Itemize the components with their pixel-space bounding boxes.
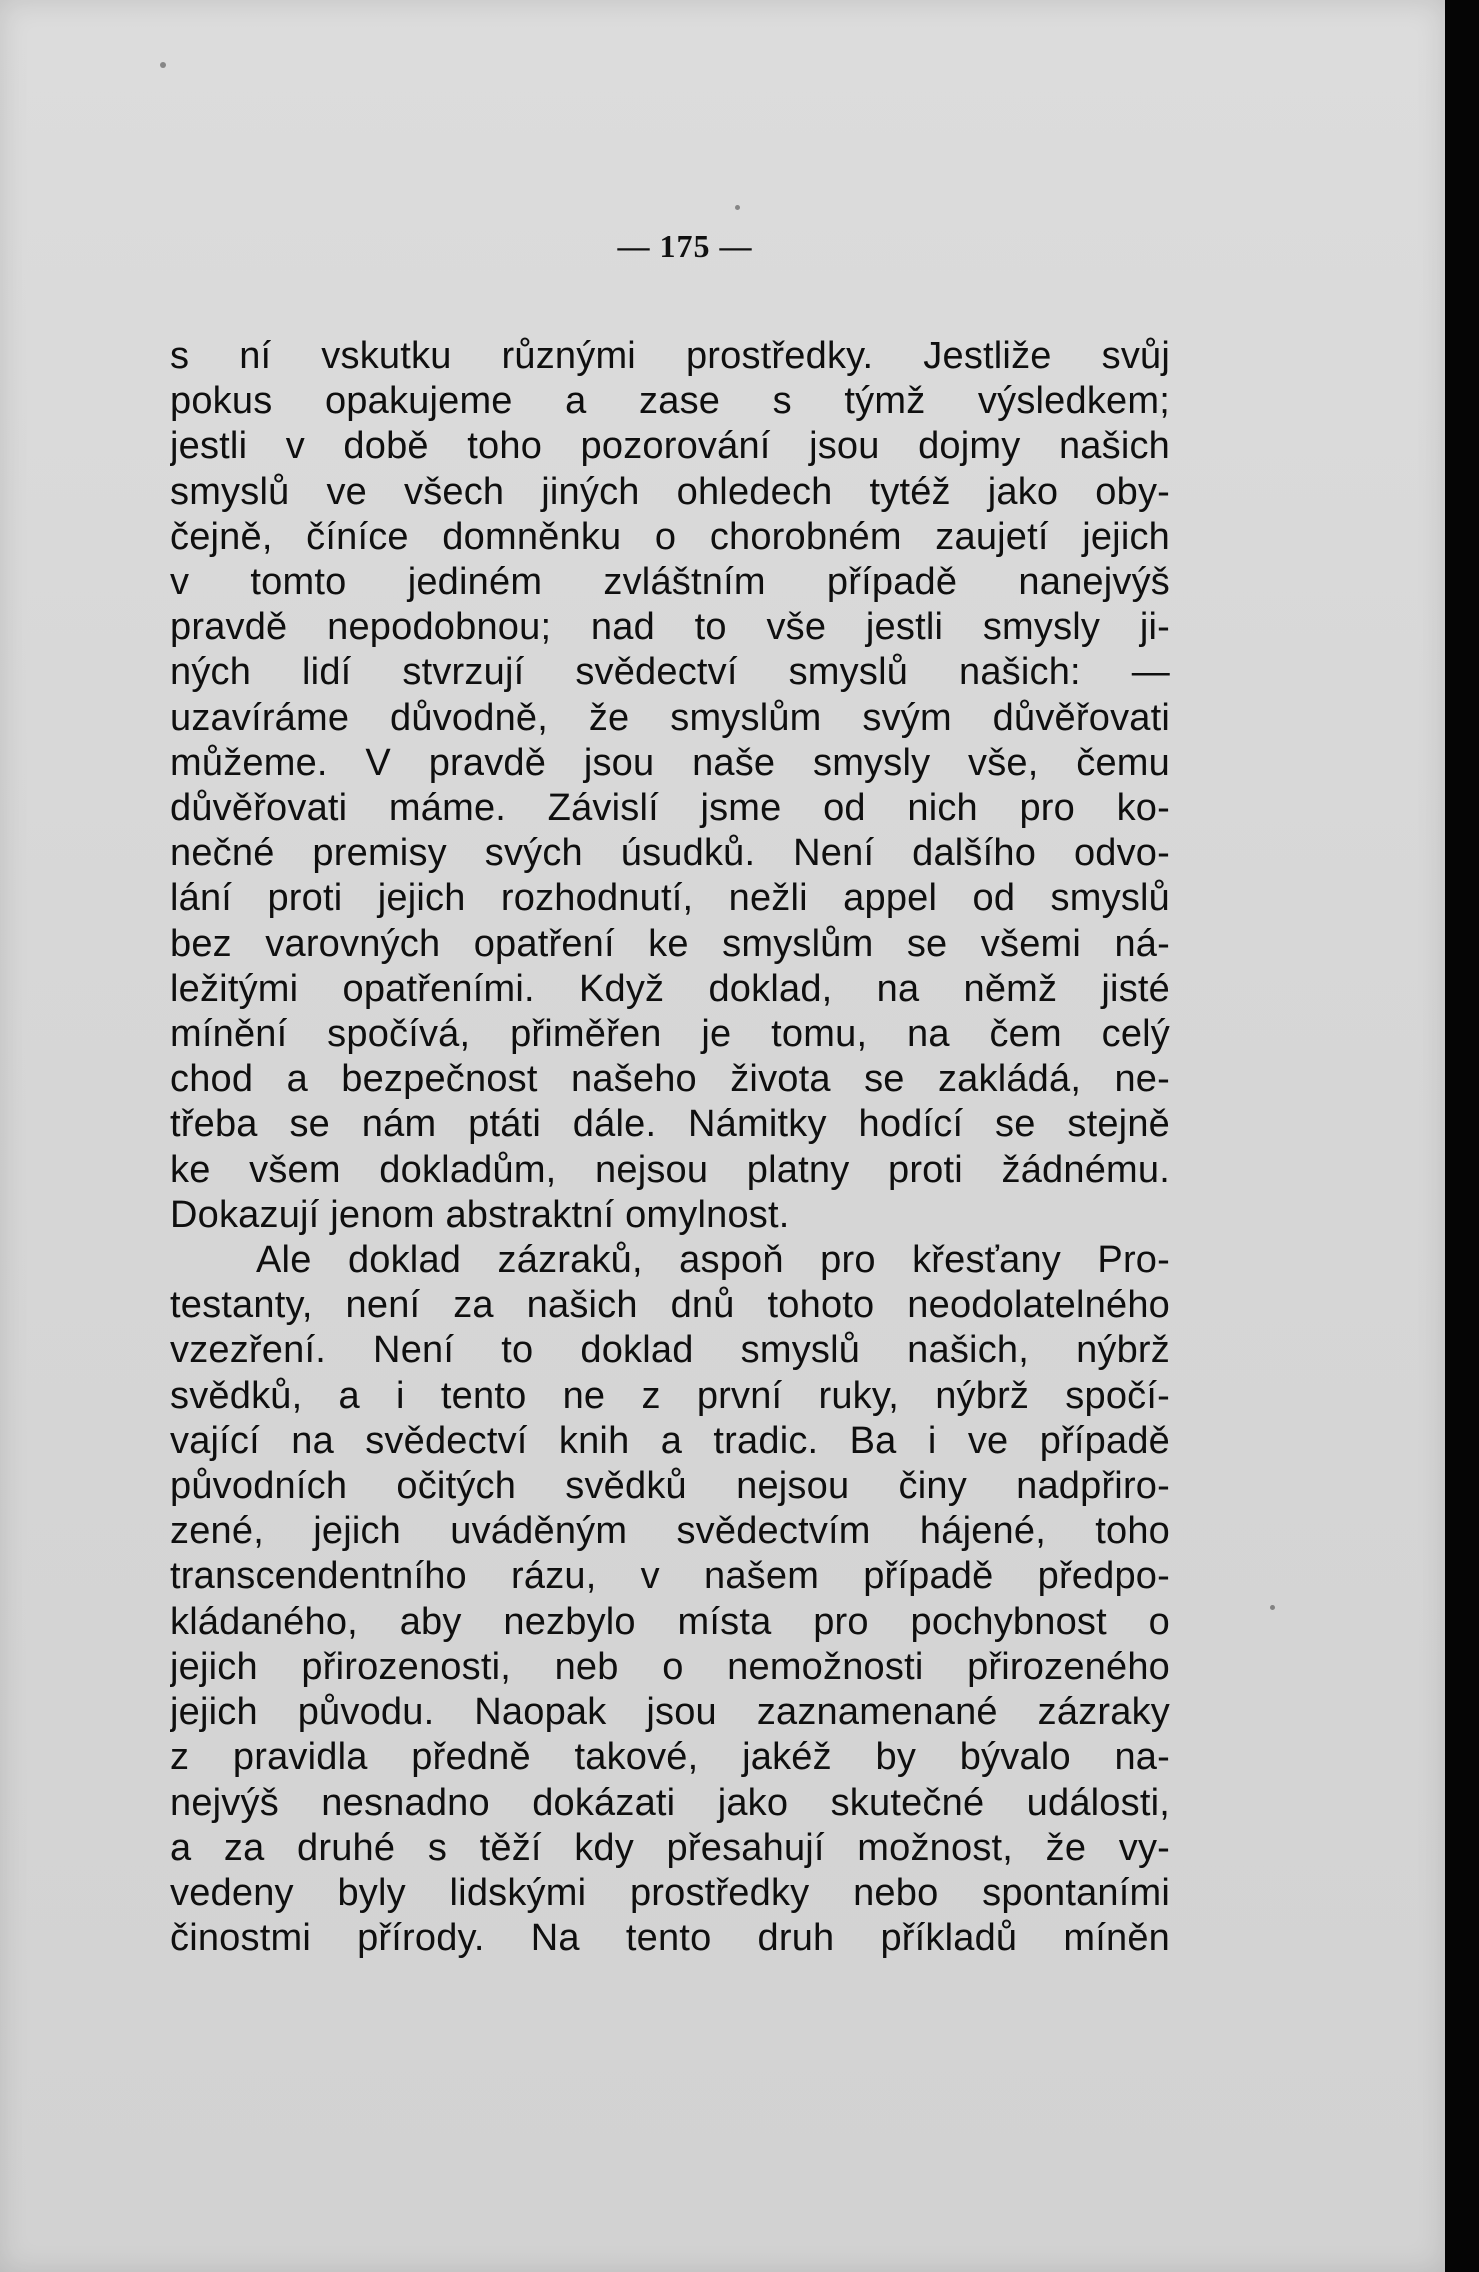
body-text: [170, 334, 1170, 1961]
text-line: vající na svědectví knih a tradic. Ba i ve případě: [170, 1419, 1170, 1462]
text-line: testanty, není za našich dnů tohoto neodolatelného: [170, 1284, 1170, 1327]
text-line: smyslů ve všech jiných ohledech tytéž jako oby-: [170, 470, 1170, 513]
text-line: pokus opakujeme a zase s týmž výsledkem;: [170, 380, 1170, 423]
text-line: pravdě nepodobnou; nad to vše jestli smysly ji-: [170, 606, 1170, 649]
paper-speck: [160, 62, 166, 68]
text-line: uzavíráme důvodně, že smyslům svým důvěřovati: [170, 696, 1170, 739]
text-line: čejně, číníce domněnku o chorobném zaujetí jejich: [170, 515, 1170, 558]
text-line: vedeny byly lidskými prostředky nebo spontaními: [170, 1871, 1170, 1914]
text-line: a za druhé s těží kdy přesahují možnost, že vy-: [170, 1826, 1170, 1869]
text-line: Ale doklad zázraků, aspoň pro křesťany Pro-: [256, 1239, 1170, 1282]
text-line: můžeme. V pravdě jsou naše smysly vše, čemu: [170, 741, 1170, 784]
text-line: ných lidí stvrzují svědectví smyslů našich: —: [170, 651, 1170, 694]
text-line: nejvýš nesnadno dokázati jako skutečné události,: [170, 1781, 1170, 1824]
paragraph-1: [170, 334, 1170, 1238]
text-line: kládaného, aby nezbylo místa pro pochybnost o: [170, 1600, 1170, 1643]
text-line: ležitými opatřeními. Když doklad, na němž jisté: [170, 967, 1170, 1010]
text-line: bez varovných opatření ke smyslům se všemi ná-: [170, 922, 1170, 965]
text-line: Dokazují jenom abstraktní omylnost.: [170, 1193, 790, 1236]
text-line: z pravidla předně takové, jakéž by bývalo na-: [170, 1736, 1170, 1779]
text-line: chod a bezpečnost našeho života se zakládá, ne-: [170, 1058, 1170, 1101]
text-line: ke všem dokladům, nejsou platny proti žádnému.: [170, 1148, 1170, 1191]
text-line: důvěřovati máme. Závislí jsme od nich pro ko-: [170, 787, 1170, 830]
paragraph-2: [170, 1238, 1170, 1961]
paper-speck: [735, 205, 740, 210]
text-line: třeba se nám ptáti dále. Námitky hodící se stejně: [170, 1103, 1170, 1146]
text-line: jejich původu. Naopak jsou zaznamenané zázraky: [170, 1691, 1170, 1734]
text-line: jejich přirozenosti, neb o nemožnosti přirozeného: [170, 1645, 1170, 1688]
page-number: — 175 —: [617, 228, 753, 264]
scan-border: [1445, 0, 1479, 2272]
text-line: svědků, a i tento ne z první ruky, nýbrž spočí-: [170, 1374, 1170, 1417]
text-line: s ní vskutku různými prostředky. Jestliže svůj: [170, 335, 1170, 377]
text-line: lání proti jejich rozhodnutí, nežli appel od smyslů: [170, 877, 1170, 920]
text-line: v tomto jediném zvláštním případě nanejvýš: [170, 561, 1170, 604]
text-line: původních očitých svědků nejsou činy nadpřiro-: [170, 1465, 1170, 1508]
text-line: zené, jejich uváděným svědectvím hájené, toho: [170, 1510, 1170, 1553]
text-line: jestli v době toho pozorování jsou dojmy našich: [170, 425, 1170, 468]
text-line: vzezření. Není to doklad smyslů našich, nýbrž: [170, 1329, 1170, 1372]
text-line: transcendentního rázu, v našem případě předpo-: [170, 1555, 1170, 1598]
text-line: mínění spočívá, přiměřen je tomu, na čem celý: [170, 1013, 1170, 1056]
text-line: nečné premisy svých úsudků. Není dalšího odvo-: [170, 832, 1170, 875]
text-line: činostmi přírody. Na tento druh příkladů míněn: [170, 1917, 1170, 1960]
paper-speck: [1270, 1605, 1275, 1610]
